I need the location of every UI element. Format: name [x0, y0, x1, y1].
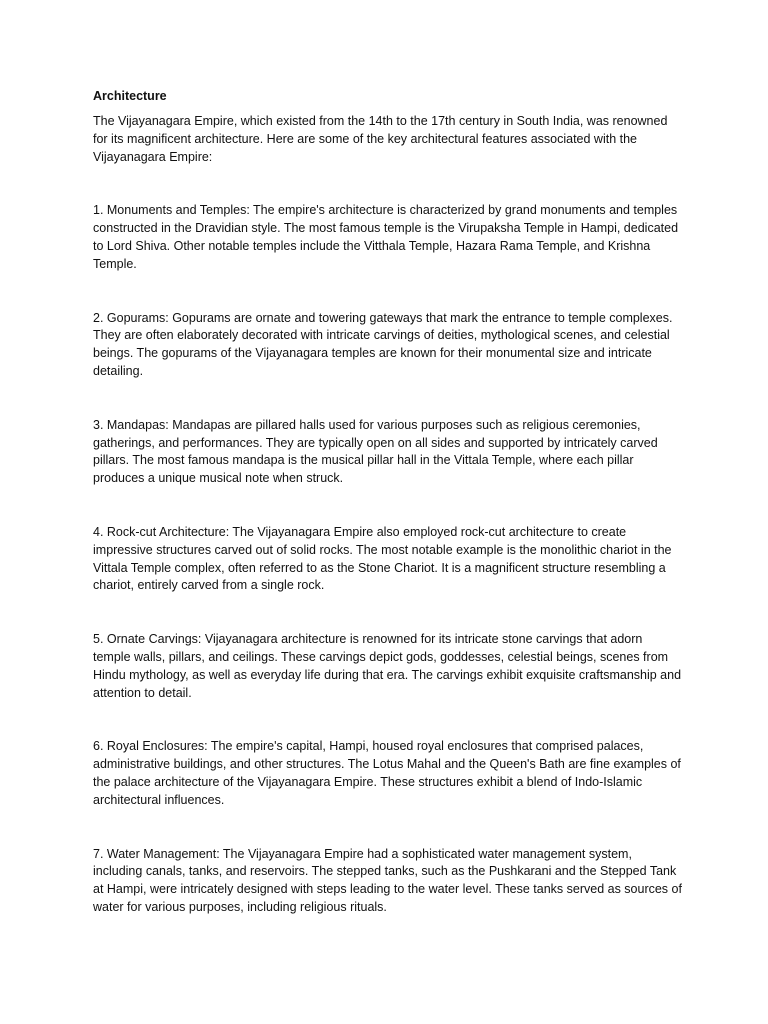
document-page — [93, 87, 683, 953]
section-royal-enclosures: 6. Royal Enclosures: The empire's capital, Hampi, housed royal enclosures that comprised palaces, administrative buildings, and other structures. The Lotus Mahal and the Queen's Bath are fine examples of the palace architecture of the Vijayanagara Empire. These structures exhibit a blend of Indo-Islamic architectural influences. — [93, 739, 681, 807]
section-gopurams: 2. Gopurams: Gopurams are ornate and towering gateways that mark the entrance to temple complexes. They are often elaborately decorated with intricate carvings of deities, mythological scenes, and celestial beings. The gopurams of the Vijayanagara temples are known for their monumental size and intricate detailing. — [93, 310, 673, 378]
section-water-management: 7. Water Management: The Vijayanagara Empire had a sophisticated water management system, including canals, tanks, and reservoirs. The stepped tanks, such as the Pushkarani and the Stepped Tank at Hampi, were intricately designed with steps leading to the water level. These tanks served as sources of water for various purposes, including religious rituals. — [93, 846, 682, 914]
section-ornate-carvings: 5. Ornate Carvings: Vijayanagara architecture is renowned for its intricate stone carvings that adorn temple walls, pillars, and ceilings. These carvings depict gods, goddesses, celestial beings, scenes from Hindu mythology, as well as everyday life during that era. The carvings exhibit exquisite craftsmanship and attention to detail. — [93, 632, 682, 700]
section-mandapas: 3. Mandapas: Mandapas are pillared halls used for various purposes such as religious ceremonies, gatherings, and performances. They are typically open on all sides and supported by intricately carved pillars. The most famous mandapa is the musical pillar hall in the Vittala Temple, where each pillar produces a unique musical note when struck. — [93, 417, 658, 486]
intro-paragraph: The Vijayanagara Empire, which existed from the 14th to the 17th century in South India, was renowned for its magnificent architecture. Here are some of the key architectural features associated with the Vijayanagara Empire: — [93, 114, 668, 164]
section-rock-cut-architecture: 4. Rock-cut Architecture: The Vijayanagara Empire also employed rock-cut architecture to create impressive structures carved out of solid rocks. The most notable example is the monolithic chariot in the Vittala Temple complex, often referred to as the Stone Chariot. It is a magnificent structure resembling a chariot, entirely carved from a single rock. — [93, 524, 672, 593]
section-monuments-temples: 1. Monuments and Temples: The empire's architecture is characterized by grand monuments and temples constructed in the Dravidian style. The most famous temple is the Virupaksha Temple in Hampi, dedicated to Lord Shiva. Other notable temples include the Vitthala Temple, Hazara Rama Temple, and Krishna Temple. — [93, 203, 679, 271]
document-title: Architecture — [93, 89, 167, 103]
